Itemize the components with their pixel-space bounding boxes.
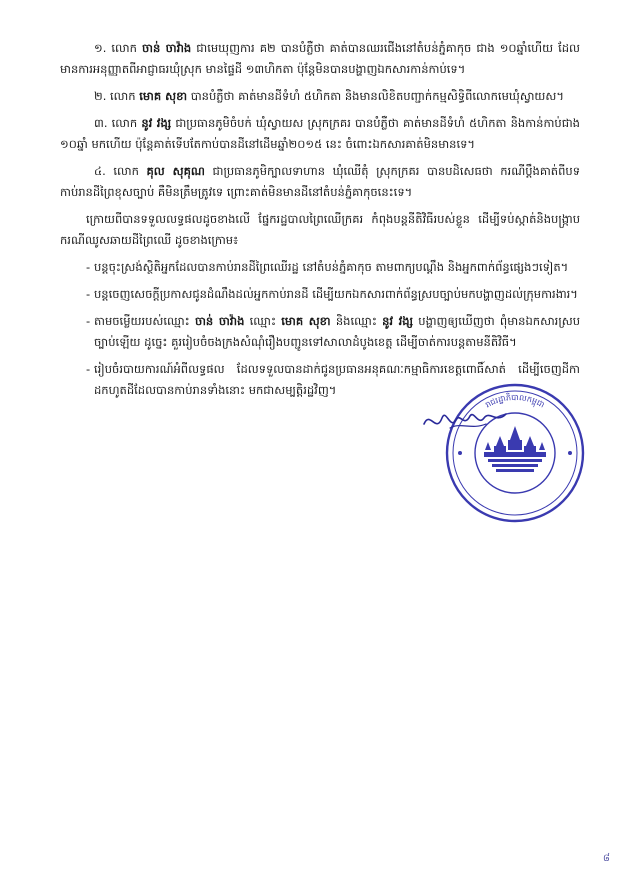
action-text: បន្តចុះស្រង់ស្ថិតិអ្នកដែលបានកាប់រានដីព្រៃឈើរដ្ឋ នៅតំបន់ភ្នំគាកុច តាមពាក្យបណ្តឹង និងអ្នកពាក់ព័ន្ធផ្សេងៗទៀត។ bbox=[94, 260, 569, 274]
bullet-dash: - bbox=[86, 314, 91, 328]
action-item bbox=[60, 284, 580, 305]
item-prefix: លោក bbox=[111, 116, 142, 130]
list-item bbox=[60, 161, 580, 203]
bullet-dash: - bbox=[86, 287, 91, 301]
summary-paragraph: ក្រោយពីបានទទួលលទ្ធផលដូចខាងលើ ផ្នែករដ្ឋបាលព្រៃឈើក្រគរ កំពុងបន្តនីតិវិធីរបស់ខ្លួន ដើម្បីទប់ស្កាត់និងបង្ក្រាបករណីឈូសឆាយដីព្រៃឈើ ដូចខាងក្រោម៖ bbox=[60, 212, 580, 247]
action-text: តាមចម្លើយរបស់ឈ្មោះ bbox=[94, 314, 195, 328]
action-item bbox=[60, 311, 580, 353]
item-text: ជាប្រធានភូមិចំបក់ ឃុំស្វាយស ស្រុកក្រគរ បានបំភ្លឺថា គាត់មានដីទំហំ ៥ហិកតា និងកាន់កាប់ជាង ១០ឆ្នាំ មកហើយ ប៉ុន្តែគាត់ទើបតែកាប់បានដីនៅដើមឆ្នាំ២០១៥ នេះ ចំពោះឯកសារគាត់មិនមានទេ។ bbox=[60, 116, 580, 151]
action-item bbox=[60, 257, 580, 278]
list-item bbox=[60, 38, 580, 80]
item-number: ១. bbox=[94, 41, 107, 55]
item-prefix: លោក bbox=[111, 41, 142, 55]
bullet-dash: - bbox=[86, 362, 91, 376]
signature-icon bbox=[420, 400, 510, 440]
person-name: ចាន់ ចាវ៉ាង bbox=[194, 314, 245, 328]
item-text: ជាប្រធានភូមិក្បាលទាហាន ឃុំឈើតុំ ស្រុកក្រគរ បានបដិសេធថា ករណីប្តឹងគាត់ពីបទកាប់រានដីព្រៃខុសច្បាប់ គឺមិនត្រឹមត្រូវទេ ព្រោះគាត់មិនមានដីនៅតំបន់ភ្នំគាកុចនេះទេ។ bbox=[60, 164, 580, 199]
page-number: ៨ bbox=[602, 853, 610, 864]
item-prefix: លោក bbox=[110, 89, 140, 103]
item-number: ២. bbox=[94, 89, 107, 103]
item-number: ៤. bbox=[94, 164, 106, 178]
person-name: នូវ វង្ស bbox=[382, 314, 414, 328]
list-item bbox=[60, 86, 580, 107]
document-body bbox=[60, 38, 580, 410]
action-text: រៀបចំរបាយការណ៍អំពីលទ្ធផល ដែលទទួលបានដាក់ជូនប្រធានអនុគណៈកម្មាធិការខេត្តពោធិ៍សាត់ ដើម្បីចេញដីកាដកហូតដីដែលបានកាប់រានទាំងនោះ មកជាសម្បត្តិរដ្ឋវិញ។ bbox=[94, 362, 580, 397]
action-text: ឈ្មោះ bbox=[244, 314, 282, 328]
person-name: គុល សុគុណ bbox=[146, 164, 205, 178]
list-item bbox=[60, 113, 580, 155]
person-name: ចាន់ ចាវ៉ាង bbox=[142, 41, 192, 55]
person-name: មោគ សុខា bbox=[281, 314, 331, 328]
seal-text: រាជរដ្ឋាភិបាលកម្ពុជា bbox=[483, 393, 547, 410]
action-text: បង្ហាញឲ្យឃើញថា ពុំមានឯកសារស្របច្បាប់ឡើយ ដូច្នេះ គួររៀបចំចងក្រងសំណុំរឿងបញ្ជូនទៅសាលាដំបូងខេត្ត ដើម្បីចាត់ការបន្តតាមនីតិវិធី។ bbox=[94, 314, 580, 349]
item-text: បានបំភ្លឺថា គាត់មានដីទំហំ ៥ហិកតា និងមានលិខិតបញ្ជាក់កម្មសិទ្ធិពីលោកមេឃុំស្វាយស។ bbox=[187, 89, 564, 103]
item-prefix: លោក bbox=[113, 164, 147, 178]
action-text: និងឈ្មោះ bbox=[330, 314, 383, 328]
item-number: ៣. bbox=[94, 116, 108, 130]
item-text: ជាមេឃុញការ គ២ បានបំភ្លឺថា គាត់បានឈរជើងនៅតំបន់ភ្នំគាកុច ជាង ១០ឆ្នាំហើយ ដែលមានការអនុញ្ញាតពីអាជ្ញាធរឃុំស្រុក មានផ្ទៃដី ១៣ហិកតា ប៉ុន្តែមិនបានបង្ហាញឯកសារកាន់កាប់ទេ។ bbox=[60, 41, 580, 76]
person-name: នូវ វង្ស bbox=[141, 116, 172, 130]
action-text: បន្តចេញសេចក្តីប្រកាសជូនដំណឹងដល់អ្នកកាប់រានដី ដើម្បីយកឯកសារពាក់ព័ន្ធស្របច្បាប់មកបង្ហាញដល់ក្រុមការងារ។ bbox=[94, 287, 578, 301]
person-name: មោគ សុខា bbox=[139, 89, 188, 103]
bullet-dash: - bbox=[86, 260, 91, 274]
